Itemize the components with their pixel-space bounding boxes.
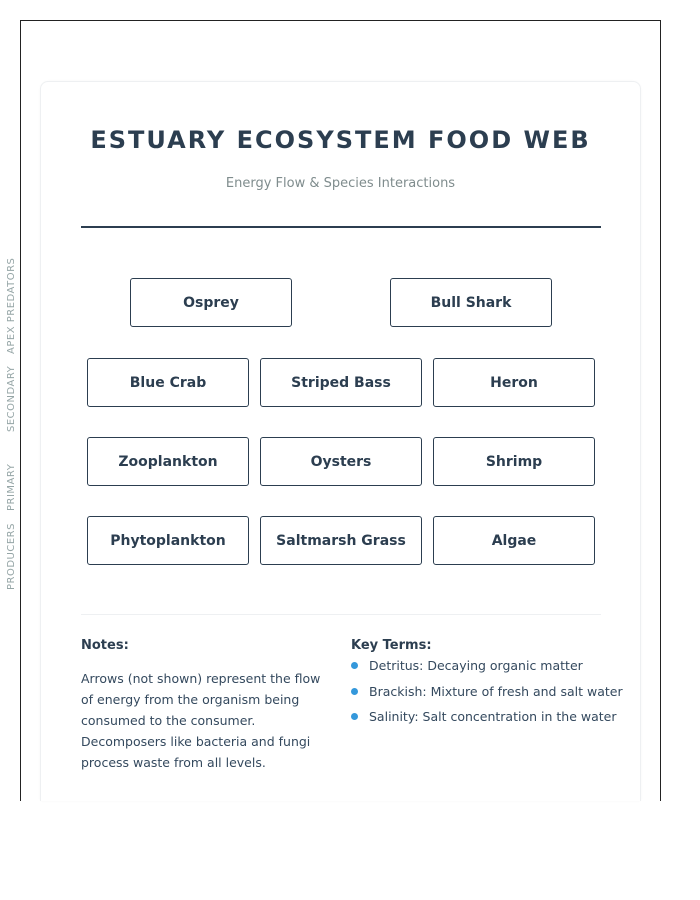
node-bull-shark: Bull Shark <box>390 278 552 327</box>
node-phytoplankton: Phytoplankton <box>87 516 249 565</box>
node-algae: Algae <box>433 516 595 565</box>
node-oysters: Oysters <box>260 437 422 486</box>
level-label-producers: PRODUCERS <box>6 523 17 590</box>
key-term-text: Salinity: Salt concentration in the water <box>369 709 617 724</box>
notes-heading: Notes: <box>81 638 129 653</box>
node-shrimp: Shrimp <box>433 437 595 486</box>
key-term-item <box>351 707 621 733</box>
node-striped-bass: Striped Bass <box>260 358 422 407</box>
node-heron: Heron <box>433 358 595 407</box>
page-title: ESTUARY ECOSYSTEM FOOD WEB <box>90 126 591 154</box>
page-subtitle: Energy Flow & Species Interactions <box>225 176 456 191</box>
key-terms-heading: Key Terms: <box>351 638 432 653</box>
level-label-primary: PRIMARY <box>6 463 17 511</box>
node-zooplankton: Zooplankton <box>87 437 249 486</box>
key-term-item <box>351 682 621 708</box>
title-divider <box>81 226 601 228</box>
node-saltmarsh-grass: Saltmarsh Grass <box>260 516 422 565</box>
notes-body: Arrows (not shown) represent the flow of energy from the organism being consumed to the consumer. Decomposers like bacteria and fungi process waste from all levels. <box>81 671 321 770</box>
node-osprey: Osprey <box>130 278 292 327</box>
level-label-secondary: SECONDARY <box>6 365 17 432</box>
bullet-dot-icon <box>351 662 358 669</box>
bullet-dot-icon <box>351 688 358 695</box>
key-term-item <box>351 656 621 682</box>
level-label-apex: APEX PREDATORS <box>6 257 17 354</box>
key-term-text: Detritus: Decaying organic matter <box>369 658 583 673</box>
key-term-text: Brackish: Mixture of fresh and salt water <box>369 683 623 699</box>
key-terms-list <box>351 656 621 733</box>
node-blue-crab: Blue Crab <box>87 358 249 407</box>
bullet-dot-icon <box>351 713 358 720</box>
section-divider <box>81 614 601 615</box>
